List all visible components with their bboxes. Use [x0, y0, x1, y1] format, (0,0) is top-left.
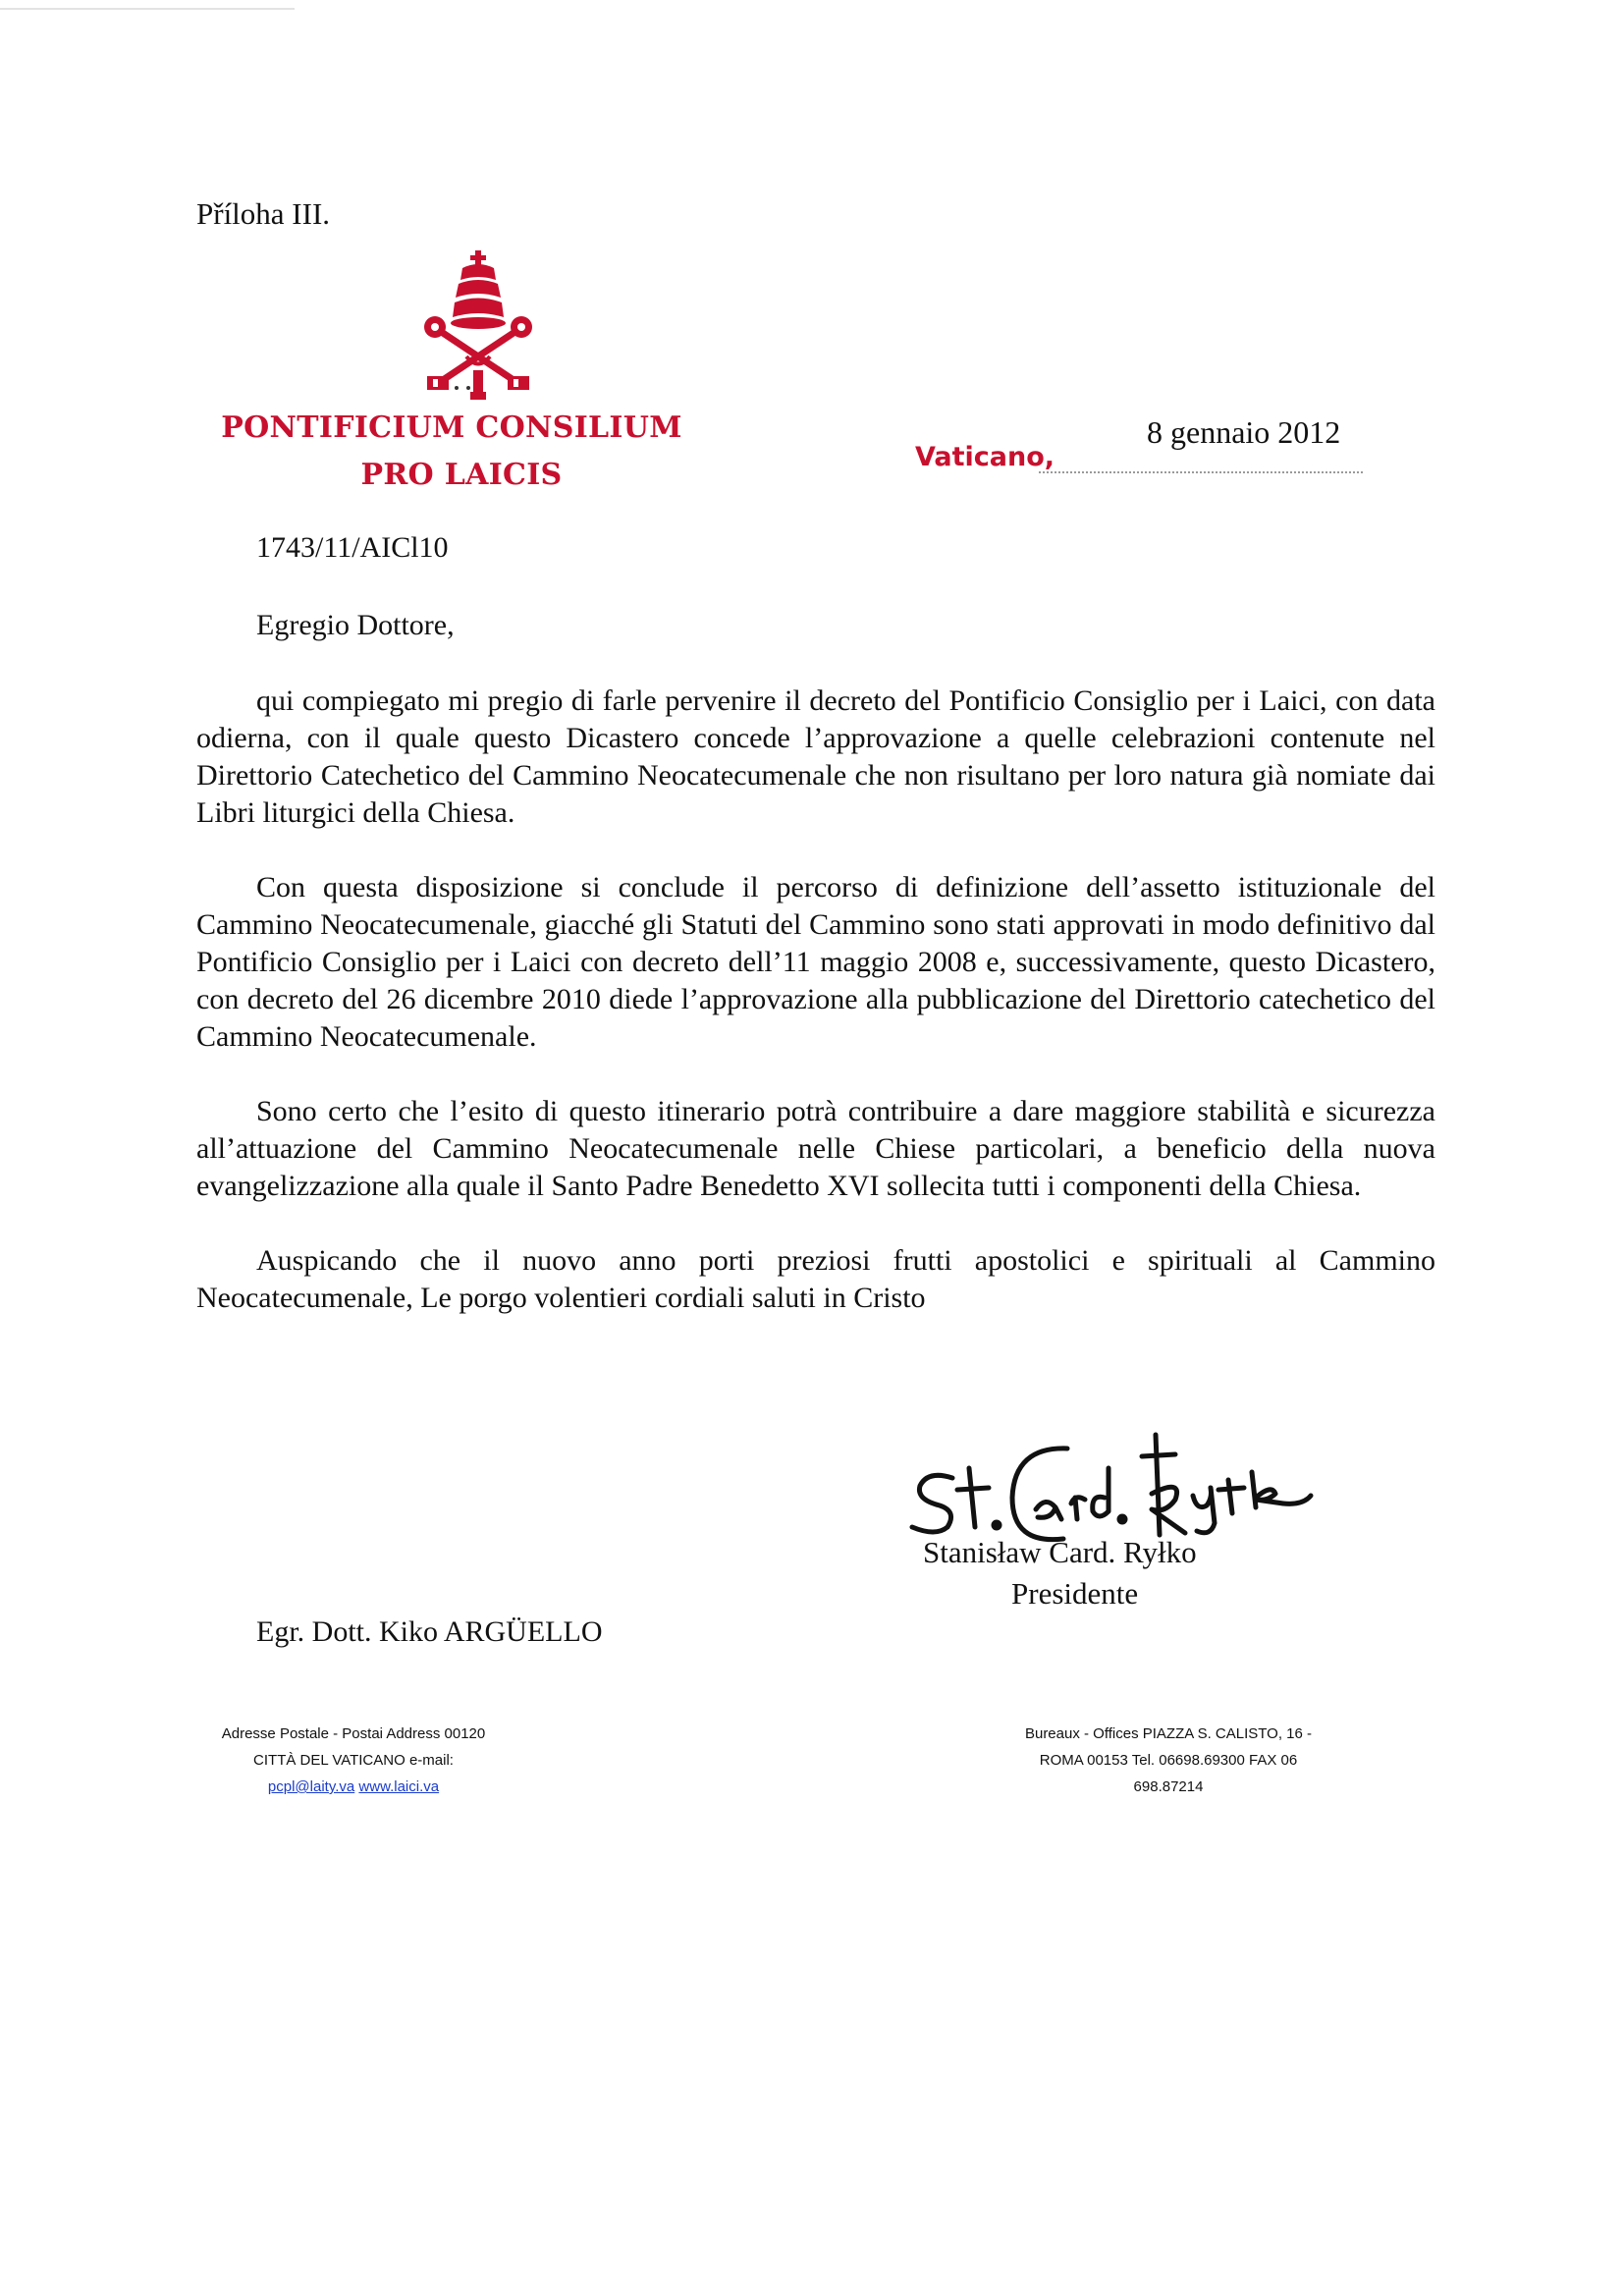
protocol-number: 1743/11/AICl10 — [256, 531, 449, 564]
letterhead-organization — [196, 405, 707, 499]
footer-office-line: Bureaux - Offices PIAZZA S. CALISTO, 16 - — [1024, 1725, 1313, 1742]
papal-coat-of-arms-icon — [417, 248, 540, 401]
website-link[interactable]: www.laici.va — [358, 1778, 440, 1795]
signer-title: Presidente — [1011, 1576, 1139, 1611]
footer-office-address — [1011, 1721, 1325, 1800]
footer-address-line: CITTÀ DEL VATICANO e-mail: — [253, 1752, 454, 1769]
dateline-date: 8 gennaio 2012 — [1147, 414, 1341, 450]
footer-office-line: 698.87214 — [1133, 1778, 1204, 1795]
footer-contact-links — [196, 1774, 511, 1800]
email-link[interactable]: pcpl@laity.va — [267, 1778, 355, 1795]
body-paragraph: Auspicando che il nuovo anno porti preziosi frutti apostolici e spirituali al Cammino Neocatecumenale, Le porgo volentieri cordiali saluti in Cristo — [196, 1244, 1435, 1314]
salutation: Egregio Dottore, — [256, 609, 455, 641]
body-paragraph: Sono certo che l’esito di questo itinerario potrà contribuire a dare maggiore stabilità e sicurezza all’attuazione del Cammino Neocatecumenale nelle Chiese particolari, a beneficio della nuova evangelizzazione alla quale il Santo Padre Benedetto XVI sollecita tutti i componenti della Chiesa. — [196, 1095, 1435, 1202]
footer-postal-address — [196, 1721, 511, 1800]
org-name-line2: PRO LAICIS — [360, 458, 563, 492]
signer-name: Stanisław Card. Ryłko — [923, 1535, 1197, 1569]
body-paragraph: qui compiegato mi pregio di farle pervenire il decreto del Pontificio Consiglio per i Laici, con data odierna, con il quale questo Dicastero concede l’approvazione a quelle celebrazioni contenute nel Direttorio Catechetico del Cammino Neocatecumenale che non risultano per loro natura già nomiate dai Libri liturgici della Chiesa. — [196, 684, 1435, 829]
org-name-line1: PONTIFICIUM CONSILIUM — [221, 410, 682, 445]
decorative-dots — [454, 385, 473, 391]
recipient: Egr. Dott. Kiko ARGÜELLO — [256, 1615, 603, 1648]
dateline-dotted-rule — [1039, 471, 1363, 473]
annex-label: Příloha III. — [196, 196, 331, 231]
footer-address-line: Adresse Postale - Postai Address 00120 — [221, 1725, 486, 1742]
footer-office-line: ROMA 00153 Tel. 06698.69300 FAX 06 — [1039, 1752, 1298, 1769]
letter-body — [196, 683, 1435, 1354]
handwritten-signature — [898, 1429, 1370, 1552]
scan-edge-rule — [0, 8, 295, 10]
body-paragraph: Con questa disposizione si conclude il percorso di definizione dell’assetto istituzionale del Cammino Neocatecumenale, giacché gli Statuti del Cammino sono stati approvati in modo definitivo dal Pontificio Consiglio per i Laici con decreto dell’11 maggio 2008 e, successivamente, questo Dicastero, con decreto del 26 dicembre 2010 diede l’approvazione alla pubblicazione del Direttorio catechetico del Cammino Neocatecumenale. — [196, 871, 1435, 1053]
dateline-place: Vaticano, — [915, 442, 1055, 472]
